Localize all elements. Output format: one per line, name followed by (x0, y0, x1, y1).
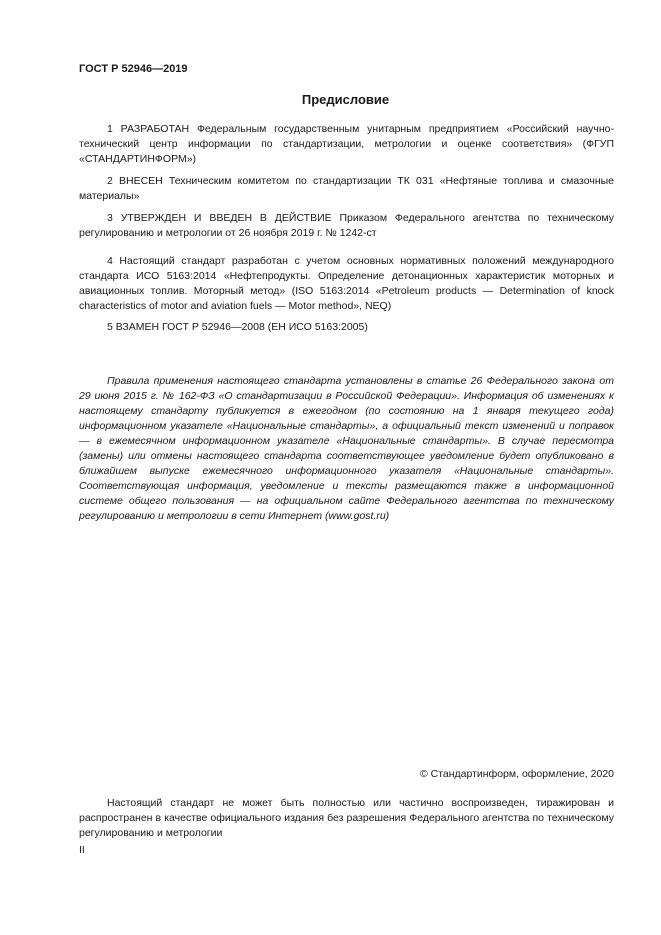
reproduction-notice (79, 796, 614, 841)
preface-item-text: 3 УТВЕРЖДЕН И ВВЕДЕН В ДЕЙСТВИЕ Приказом Федерального агентства по техническому регулированию и метрологии от 26 ноября 2019 г. № 1242-ст (79, 212, 614, 239)
preface-item-text: 2 ВНЕСЕН Техническим комитетом по стандартизации ТК 031 «Нефтяные топлива и смазочные материалы» (79, 175, 614, 202)
preface-item-2 (79, 174, 614, 204)
standards-notice-text: Правила применения настоящего стандарта установлены в статье 26 Федерального закона от 29 июня 2015 г. № 162-ФЗ «О стандартизации в Российской Федерации». Информация об изменениях к настоящему стандарту публикуется в ежегодном (по состоянию на 1 января текущего года) информационном указателе «Национальные стандарты», а официальный текст изменений и поправок — в ежемесячном информационном указателе «Национальные стандарты». В случае пересмотра (замены) или отмены настоящего стандарта соответствующее уведомление будет опубликовано в ближайшем выпуске ежемесячного информационного указателя «Национальные стандарты». Соответствующая информация, уведомление и тексты размещаются также в информационной системе общего пользования — на официальном сайте Федерального агентства по техническому регулированию и метрологии в сети Интернет (www.gost.ru) (79, 375, 614, 522)
preface-item-text: 5 ВЗАМЕН ГОСТ Р 52946—2008 (ЕН ИСО 5163:2005) (107, 321, 368, 333)
page-number: II (79, 844, 85, 856)
standards-notice (79, 374, 614, 524)
page-title: Предисловие (301, 92, 390, 107)
preface-item-1 (79, 122, 614, 167)
preface-item-3 (79, 211, 614, 241)
document-id-header: ГОСТ Р 52946—2019 (79, 63, 188, 75)
reproduction-notice-text: Настоящий стандарт не может быть полностью или частично воспроизведен, тиражирован и распространен в качестве официального издания без разрешения Федерального агентства по техническому регулированию и метрологии (79, 797, 614, 839)
preface-item-text: 4 Настоящий стандарт разработан с учетом основных нормативных положений международного стандарта ИСО 5163:2014 «Нефтепродукты. Определение детонационных характеристик моторных и авиационных топлив. Моторный метод» (ISO 5163:2014 «Petroleum products — Determination of knock characteristics of motor and aviation fuels — Motor method», NEQ) (79, 255, 614, 312)
preface-item-text: 1 РАЗРАБОТАН Федеральным государственным унитарным предприятием «Российский научно-технический центр информации по стандартизации, метрологии и оценке соответствия» (ФГУП «СТАНДАРТИНФОРМ») (79, 123, 614, 165)
copyright-line: © Стандартинформ, оформление, 2020 (419, 768, 614, 780)
preface-item-5 (79, 320, 614, 335)
preface-item-4 (79, 254, 614, 314)
